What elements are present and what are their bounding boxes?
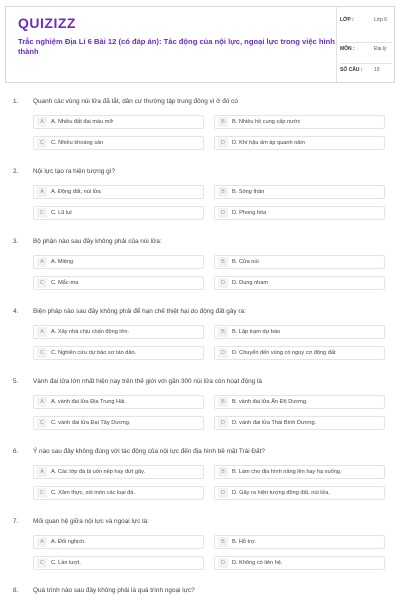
option-text: B. Nhiều hồ cung cấp nước [232,119,301,125]
option-text: A. Động đất, núi lửa [51,189,101,195]
option-a[interactable] [33,465,204,479]
question-number: 1. [13,98,19,105]
option-text: C. Lũ lụt [51,210,72,216]
option-c[interactable] [33,136,204,150]
option-text: B. Hỗ trợ. [232,539,257,545]
option-text: B. Sóng thần [232,189,265,195]
option-b[interactable] [214,185,385,199]
class-label: LỚP : [340,17,354,23]
meta-divider [336,7,337,82]
option-letter: B [218,117,228,127]
question-text: Quanh các vùng núi lửa đã tắt, dân cư thường tập trung đông vì ở đó có [33,98,238,105]
option-text: B. Làm cho địa hình nâng lên hay hạ xuống. [232,469,342,475]
question-text: Vành đai lửa lớn nhất hiện nay trên thế giới với gần 300 núi lửa còn hoạt động là [33,378,262,385]
option-letter: C [37,138,47,148]
option-text: D. Khí hậu ấm áp quanh năm [232,140,306,146]
option-c[interactable] [33,486,204,500]
option-d[interactable] [214,416,385,430]
option-text: A. vành đai lửa Địa Trung Hải. [51,399,126,405]
option-letter: C [37,208,47,218]
class-value: Lớp 6 [374,17,388,23]
question-text: Mối quan hệ giữa nội lực và ngoại lực là: [33,518,149,525]
subject-value: Địa lý [374,46,387,52]
option-c[interactable] [33,416,204,430]
option-b[interactable] [214,395,385,409]
option-letter: D [218,208,228,218]
subject-label: MÔN : [340,46,355,52]
option-a[interactable] [33,325,204,339]
option-b[interactable] [214,535,385,549]
question-number: 7. [13,518,19,525]
option-letter: B [218,397,228,407]
question-text: Quá trình nào sau đây không phải là quá trình ngoại lực? [33,587,195,594]
meta-rule [340,42,392,43]
option-c[interactable] [33,346,204,360]
count-label: SỐ CÂU : [340,67,363,73]
question-text: Nội lực tạo ra hiện tượng gì? [33,168,116,175]
option-text: A. Xây nhà chịu chấn động lớn. [51,329,129,335]
option-d[interactable] [214,486,385,500]
option-text: C. Lần lượt. [51,560,81,566]
option-text: C. Nhiều khoáng sản [51,140,104,146]
option-a[interactable] [33,115,204,129]
option-text: D. Gây ra hiện tượng động đất, núi lửa. [232,490,330,496]
option-text: A. Các lớp đá bị uốn nếp hay đứt gãy. [51,469,146,475]
option-text: C. Nghiên cứu dự báo sơ tán dân. [51,350,137,356]
option-letter: B [218,327,228,337]
worksheet-header [5,6,395,83]
option-letter: D [218,278,228,288]
option-letter: A [37,537,47,547]
quizizz-logo: QUIZIZZ [18,15,76,31]
option-letter: A [37,187,47,197]
option-letter: B [218,467,228,477]
question-number: 4. [13,308,19,315]
option-text: D. Không có liên hệ. [232,560,283,566]
option-text: C. vành đai lửa Đại Tây Dương. [51,420,131,426]
option-letter: A [37,257,47,267]
option-text: D. vành đai lửa Thái Bình Dương. [232,420,317,426]
question-text: Biện pháp nào sau đây không phải để hạn chế thiệt hại do động đất gây ra: [33,308,246,315]
option-letter: D [218,488,228,498]
question-text: Ý nào sau đây không đúng với tác động của nội lực đến địa hình bề mặt Trái Đất? [33,448,265,455]
option-d[interactable] [214,136,385,150]
question-number: 5. [13,378,19,385]
question-number: 2. [13,168,19,175]
option-text: C. Xâm thực, xói mòn các loại đá. [51,490,135,496]
option-b[interactable] [214,115,385,129]
option-c[interactable] [33,276,204,290]
option-letter: C [37,278,47,288]
option-letter: D [218,558,228,568]
option-c[interactable] [33,556,204,570]
option-b[interactable] [214,465,385,479]
option-letter: C [37,488,47,498]
option-letter: A [37,467,47,477]
option-letter: A [37,117,47,127]
option-text: B. Lập trạm dự báo [232,329,281,335]
option-letter: B [218,537,228,547]
option-text: D. Chuyển đến vùng có nguy cơ động đất [232,350,336,356]
option-letter: D [218,418,228,428]
option-text: A. Đối nghịch. [51,539,86,545]
option-text: C. Mắc-ma [51,280,79,286]
question-text: Bộ phận nào sau đây không phải của núi lửa: [33,238,162,245]
option-b[interactable] [214,255,385,269]
option-letter: B [218,187,228,197]
option-text: A. Miệng [51,259,74,265]
option-text: D. Dung nham [232,280,269,286]
option-text: D. Phong hóa [232,210,267,216]
option-d[interactable] [214,206,385,220]
option-letter: C [37,558,47,568]
option-text: B. Cửa núi [232,259,259,265]
meta-rule [340,63,392,64]
option-b[interactable] [214,325,385,339]
option-letter: A [37,397,47,407]
question-number: 6. [13,448,19,455]
option-c[interactable] [33,206,204,220]
option-letter: C [37,348,47,358]
option-a[interactable] [33,255,204,269]
option-letter: B [218,257,228,267]
option-letter: A [37,327,47,337]
option-letter: D [218,348,228,358]
option-d[interactable] [214,276,385,290]
question-number: 8. [13,587,19,594]
worksheet-title: Trắc nghiệm Địa Lí 6 Bài 12 (có đáp án): Tác động của nội lực, ngoại lực trong việc hình thành [18,37,335,56]
option-a[interactable] [33,395,204,409]
option-d[interactable] [214,346,385,360]
option-text: A. Nhiều đất đai màu mỡ [51,119,114,125]
option-a[interactable] [33,535,204,549]
option-text: B. vành đai lửa Ấn Độ Dương. [232,399,308,405]
option-a[interactable] [33,185,204,199]
option-letter: C [37,418,47,428]
count-value: 10 [374,67,380,73]
question-number: 3. [13,238,19,245]
option-letter: D [218,138,228,148]
option-d[interactable] [214,556,385,570]
